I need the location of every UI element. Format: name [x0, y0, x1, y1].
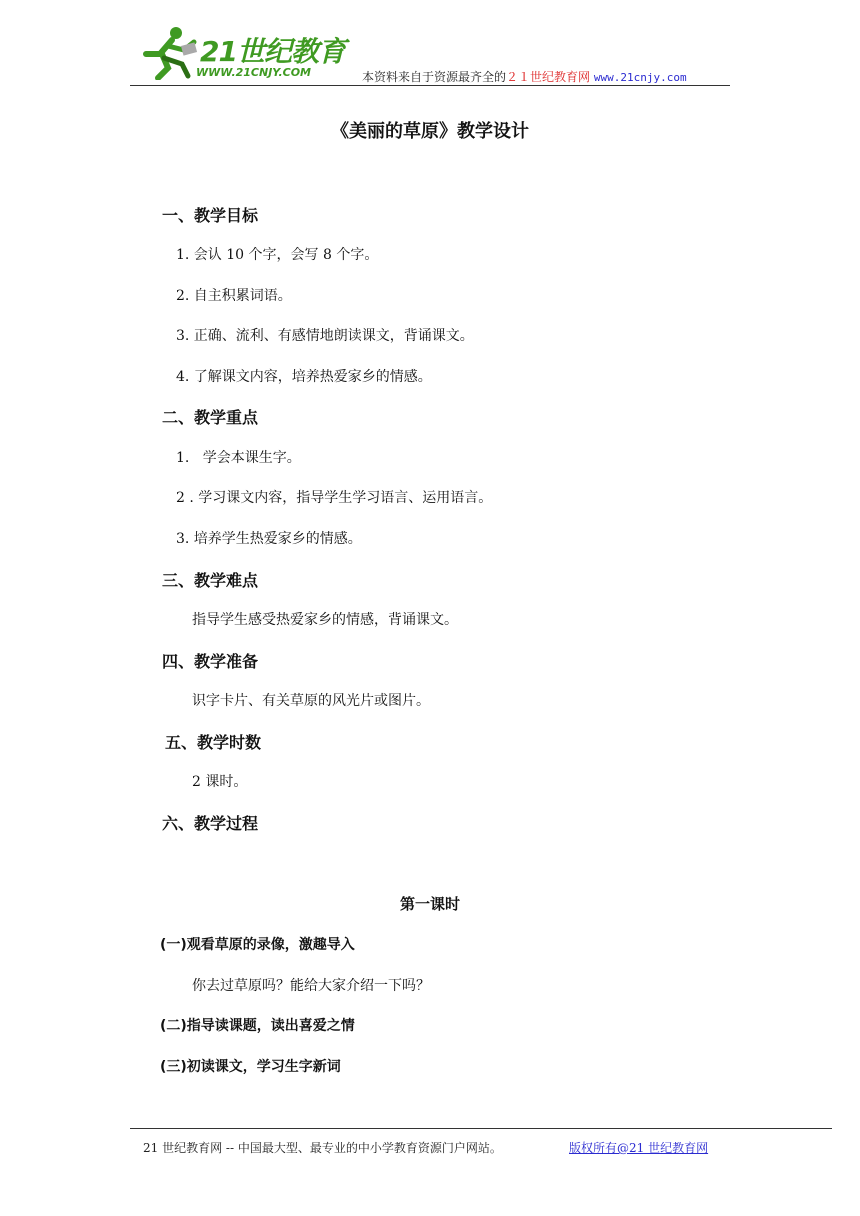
section-process-heading: 六、教学过程	[162, 814, 259, 833]
document-title: 《美丽的草原》教学设计	[331, 121, 529, 142]
footer-divider	[130, 1128, 832, 1129]
lesson-step-text: 你去过草原吗？能给大家介绍一下吗？	[192, 978, 430, 994]
running-figure-icon	[138, 24, 202, 80]
site-logo	[138, 24, 345, 82]
header-note-prefix: 本资料来自于资源最齐全的	[362, 70, 507, 84]
keypoint-item: 1. 学会本课生字。	[176, 450, 301, 466]
header-note-url[interactable]: www.21cnjy.com	[593, 71, 687, 84]
header-note	[362, 68, 687, 85]
duration-text: 2 课时。	[192, 774, 248, 790]
goal-item: 3. 正确、流利、有感情地朗读课文，背诵课文。	[176, 328, 474, 344]
difficulties-text: 指导学生感受热爱家乡的情感，背诵课文。	[192, 612, 458, 628]
lesson-step-heading: (三)初读课文，学习生字新词	[160, 1059, 341, 1075]
lesson-title: 第一课时	[399, 895, 460, 913]
logo-url: WWW.21CNJY.COM	[196, 66, 311, 79]
section-keypoints-heading: 二、教学重点	[162, 408, 259, 427]
header-note-brand: ２１世纪教育网	[506, 70, 591, 84]
logo-text: 21世纪教育	[200, 35, 345, 68]
copyright-link[interactable]: 版权所有@21 世纪教育网	[569, 1141, 709, 1155]
section-duration-heading: 五、教学时数	[165, 733, 262, 752]
section-goals-heading: 一、教学目标	[162, 206, 259, 225]
goal-item: 1. 会认 10 个字，会写 8 个字。	[176, 247, 379, 263]
lesson-step-heading: (二)指导读课题，读出喜爱之情	[160, 1018, 355, 1034]
section-preparation-heading: 四、教学准备	[162, 652, 259, 671]
footer-text: 21 世纪教育网 -- 中国最大型、最专业的中小学教育资源门户网站。	[143, 1141, 502, 1155]
goal-item: 4. 了解课文内容，培养热爱家乡的情感。	[176, 369, 432, 385]
goal-item: 2. 自主积累词语。	[176, 288, 292, 304]
section-difficulties-heading: 三、教学难点	[162, 571, 259, 590]
header-divider	[130, 85, 730, 86]
preparation-text: 识字卡片、有关草原的风光片或图片。	[192, 693, 430, 709]
keypoint-item: 2 . 学习课文内容，指导学生学习语言、运用语言。	[176, 490, 493, 506]
lesson-step-heading: (一)观看草原的录像，激趣导入	[160, 937, 355, 953]
keypoint-item: 3. 培养学生热爱家乡的情感。	[176, 531, 362, 547]
